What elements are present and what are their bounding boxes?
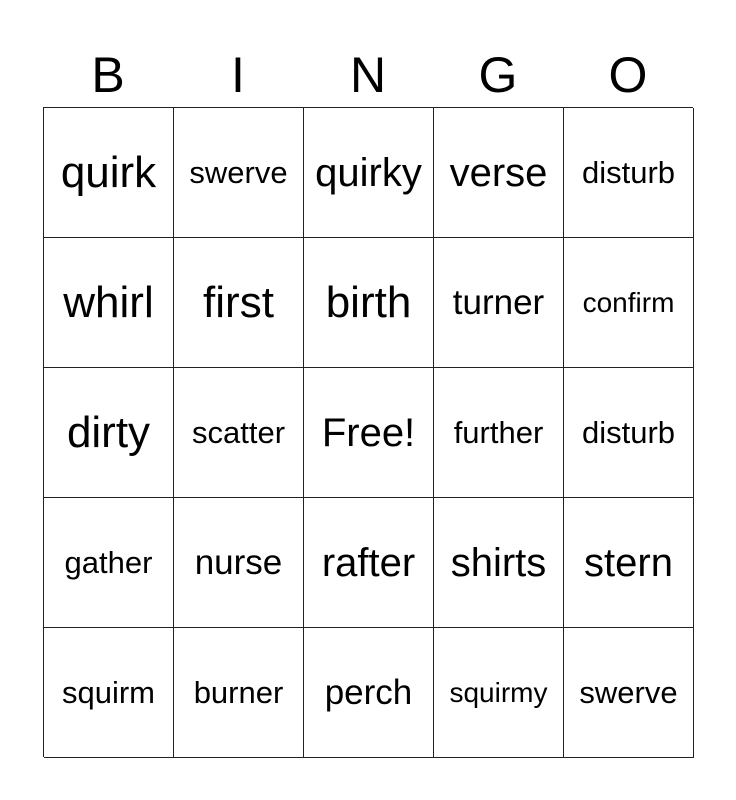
bingo-cell-r3-c1[interactable]: dirty (44, 368, 174, 498)
header-letter-i: I (231, 47, 245, 103)
bingo-cell-r1-c3[interactable]: quirky (304, 108, 434, 238)
bingo-board (43, 107, 693, 757)
bingo-header (43, 42, 693, 108)
bingo-cell-r5-c3[interactable]: perch (304, 628, 434, 758)
bingo-cell-r4-c2[interactable]: nurse (174, 498, 304, 628)
bingo-cell-r5-c1[interactable]: squirm (44, 628, 174, 758)
bingo-cell-r2-c3[interactable]: birth (304, 238, 434, 368)
bingo-cell-r2-c5[interactable]: confirm (564, 238, 694, 368)
bingo-cell-r4-c3[interactable]: rafter (304, 498, 434, 628)
bingo-cell-r2-c4[interactable]: turner (434, 238, 564, 368)
bingo-cell-r4-c1[interactable]: gather (44, 498, 174, 628)
bingo-cell-r3-c2[interactable]: scatter (174, 368, 304, 498)
bingo-cell-r3-c4[interactable]: further (434, 368, 564, 498)
bingo-cell-r1-c5[interactable]: disturb (564, 108, 694, 238)
header-letter-n: N (349, 47, 387, 103)
bingo-cell-r1-c2[interactable]: swerve (174, 108, 304, 238)
bingo-cell-r2-c1[interactable]: whirl (44, 238, 174, 368)
bingo-cell-r2-c2[interactable]: first (174, 238, 304, 368)
bingo-cell-r5-c4[interactable]: squirmy (434, 628, 564, 758)
free-space-cell[interactable]: Free! (304, 368, 434, 498)
bingo-cell-r4-c5[interactable]: stern (564, 498, 694, 628)
bingo-cell-r5-c5[interactable]: swerve (564, 628, 694, 758)
bingo-cell-r4-c4[interactable]: shirts (434, 498, 564, 628)
bingo-cell-r1-c4[interactable]: verse (434, 108, 564, 238)
header-letter-b: B (91, 47, 125, 103)
header-letter-o: O (608, 47, 648, 103)
bingo-cell-r1-c1[interactable]: quirk (44, 108, 174, 238)
bingo-cell-r5-c2[interactable]: burner (174, 628, 304, 758)
bingo-cell-r3-c5[interactable]: disturb (564, 368, 694, 498)
header-letter-g: G (478, 47, 518, 103)
